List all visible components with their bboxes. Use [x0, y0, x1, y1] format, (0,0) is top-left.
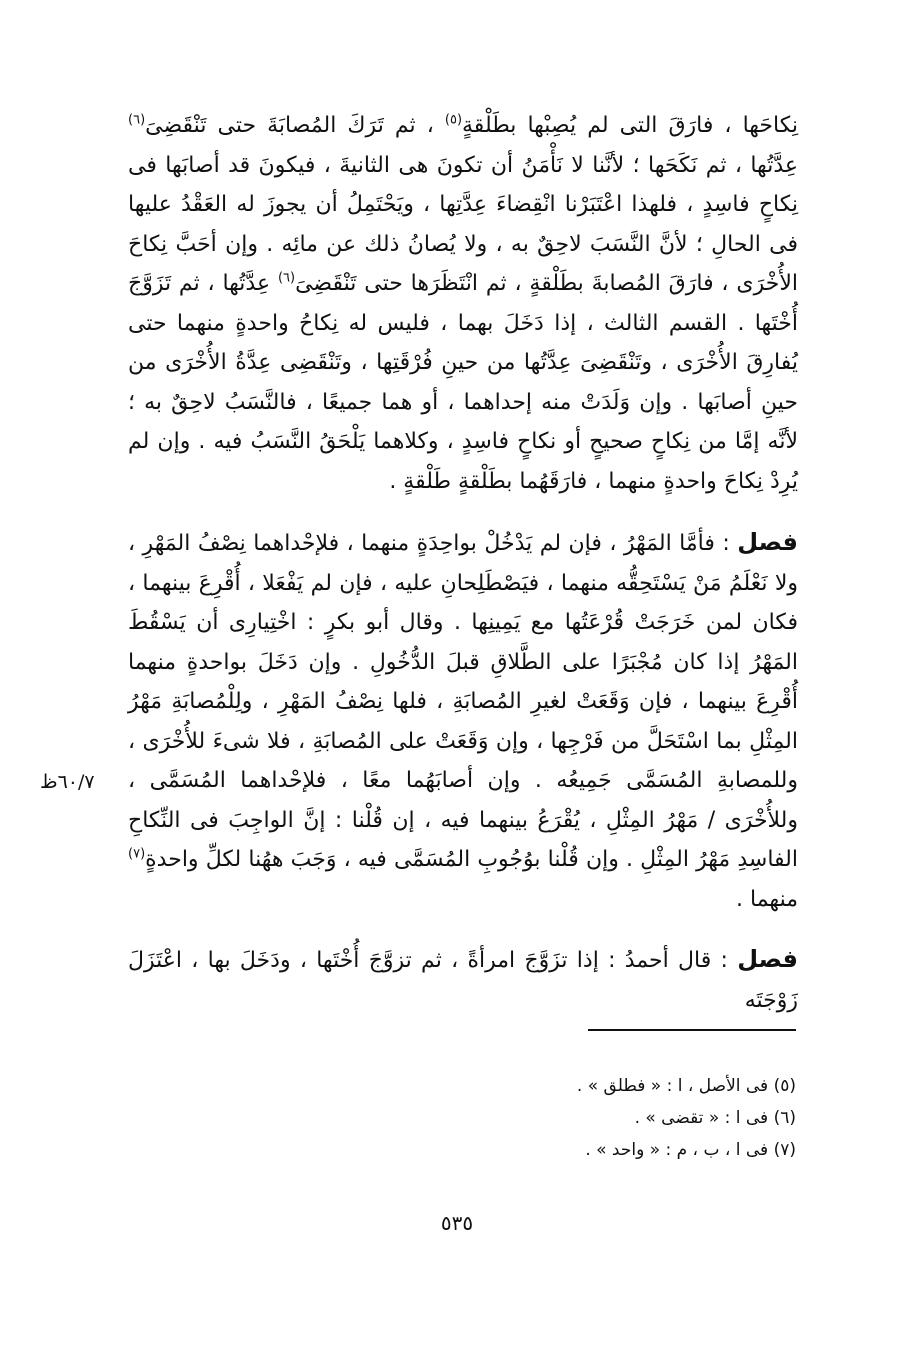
- section-heading: فصل: [737, 945, 798, 973]
- paragraph-1-text: [128, 106, 798, 501]
- footnotes: [300, 1070, 796, 1166]
- paragraph-2: [128, 523, 798, 919]
- paragraph-1: [128, 106, 798, 501]
- footnote-marker: (٦): [277, 270, 296, 286]
- paragraph-3: [128, 940, 798, 1020]
- footnote-marker: (٥): [444, 112, 463, 128]
- footnote-marker: (٦): [128, 112, 146, 128]
- text-run: نِكاحَها ، فارَقَ التى لم يُصِبْها بطَلْقةٍ: [462, 113, 798, 138]
- text-run: : قال أحمدُ : إذا تزَوَّجَ امرأةً ، ثم تزوَّجَ أُخْتَها ، ودَخَلَ بها ، اعْتَزَلَ زَوْجَتَه: [128, 948, 798, 1013]
- footnote-6: (٦) فى ا : « تقضى » .: [634, 1108, 796, 1128]
- paragraph-2-text: [128, 523, 798, 919]
- footnote-7: (٧) فى ا ، ب ، م : « واحد » .: [585, 1140, 796, 1160]
- footnote-marker: (٧): [128, 846, 146, 862]
- text-run: ، ثم تَرَكَ المُصابَةَ حتى تَنْقَضِىَ: [145, 113, 445, 138]
- text-run: منهما .: [736, 886, 798, 912]
- footnote-divider: [588, 1029, 796, 1031]
- text-run: : فأمَّا المَهْرُ ، فإن لم يَدْخُلْ بواحِدَةٍ منهما ، فلإحْداهما نِصْفُ المَهْرِ ، ولا نَعْلَمُ مَنْ يَسْتَحِقُّه منهما ، فيَصْطَلِحانِ عليه ، فإن لم يَفْعَلا ، أُقْرِعَ بينهما ، فكان لمن خَرَجَتْ قُرْعَتُها مع يَمِينِها . وقال أبو بكرٍ : اخْتِيارِى أن يَسْقُطَ المَهْرُ إذا كان مُجْبَرًا على الطَّلاقِ قبلَ الدُّخُولِ . وإن دَخَلَ بواحدةٍ منهما أُقْرِعَ بينهما ، فإن وَقَعَتْ لغيرِ المُصابَةِ ، فلها نِصْفُ المَهْرِ ، ولِلْمُصابَةِ مَهْرُ المِثْلِ بما اسْتَحَلَّ من فَرْجِها ، وإن وَقَعَتْ على المُصابَةِ ، فلا شىءَ للأُخْرَى ، وللمصابةِ المُسَمَّى جَمِيعُه . وإن أصابَهُما معًا ، فلإحْداهما المُسَمَّى ، وللأُخْرَى / مَهْرُ المِثْلِ ، يُقْرَعُ بينهما فيه ، إن قُلْنا : إنَّ الواجِبَ فى النِّكاحِ الفاسِدِ مَهْرُ المِثْلِ . وإن قُلْنا بوُجُوبِ المُسَمَّى فيه ، وَجَبَ ههُنا لكلِّ واحدةٍ: [128, 531, 798, 872]
- footnote-5: (٥) فى الأصل ، ا : « فطلق » .: [576, 1076, 796, 1096]
- margin-manuscript-reference: ٦٠/٧ظ: [40, 771, 95, 793]
- text-run: عِدَّتُها ، ثم نَكَحَها ؛ لأنَّنا لا نَأْمَنُ أن تكونَ هى الثانيةَ ، فيكونَ قد أصابَها فى نِكاحٍ فاسِدٍ ، فلهذا اعْتَبَرْنا انْقِضاءَ عِدَّتِها ، ويَحْتَمِلُ أن يجوزَ له العَقْدُ عليها فى الحالِ ؛ لأنَّ النَّسَبَ لاحِقٌ به ، ولا يُصانُ ذلك عن مائِه . وإن أحَبَّ نِكاحَ الأُخْرَى ، فارَقَ المُصابةَ بطَلْقةٍ ، ثم انْتَظَرَها حتى تَنْقَضِىَ: [128, 152, 798, 296]
- section-heading: فصل: [737, 528, 798, 556]
- page-number: ٥٣٥: [440, 1211, 474, 1235]
- paragraph-3-text: [128, 940, 798, 1020]
- text-run: عِدَّتُها ، ثم تَزَوَّجَ أُخْتَها . القسم الثالث ، إذا دَخَلَ بهما ، فليس له نِكاحُ واحدةٍ منهما حتى يُفارِقَ الأُخْرَى ، وتَنْقَضِىَ عِدَّتُها من حينِ فُرْقَتِها ، وتَنْقَضِى عِدَّةُ الأُخْرَى من حينِ أصابَها . وإن وَلَدَتْ منه إحداهما ، أو هما جميعًا ، فالنَّسَبُ لاحِقٌ به ؛ لأنَّه إمَّا من نِكاحٍ صحيحٍ أو نكاحٍ فاسِدٍ ، وكلاهما يَلْحَقُ النَّسَبُ فيه . وإن لم يُرِدْ نِكاحَ واحدةٍ منهما ، فارَقَهُما بطَلْقةٍ طَلْقةٍ .: [128, 271, 798, 494]
